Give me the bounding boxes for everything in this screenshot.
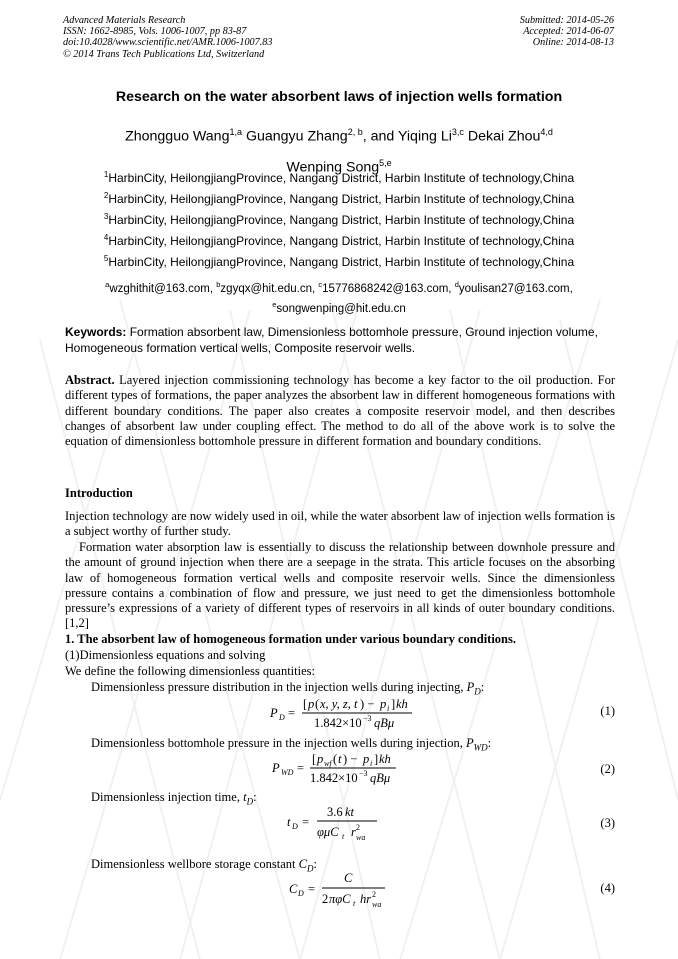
- svg-text:i: i: [387, 704, 390, 713]
- affiliation-sup: 4: [103, 233, 109, 242]
- svg-text:2: 2: [372, 890, 376, 899]
- definition-symbol: t: [243, 790, 247, 804]
- svg-text:p: p: [308, 697, 315, 711]
- svg-text:qBμ: qBμ: [374, 716, 395, 730]
- equation-number: (4): [600, 881, 615, 895]
- equation-2: [272, 749, 412, 787]
- email: wzghithit@163.com,: [109, 282, 217, 295]
- svg-text:=: =: [308, 882, 316, 896]
- svg-text:2: 2: [356, 823, 360, 832]
- abstract-label: Abstract.: [65, 373, 115, 387]
- author-name: Dekai Zhou: [467, 128, 541, 145]
- svg-text:i: i: [370, 759, 373, 768]
- definition-subscript: WD: [473, 742, 488, 753]
- svg-text:hr: hr: [360, 892, 372, 906]
- definition-line: [91, 857, 317, 874]
- svg-text:wf: wf: [324, 759, 332, 768]
- svg-text:1.842×10: 1.842×10: [310, 771, 358, 785]
- svg-text:=: =: [302, 815, 310, 829]
- equation-1: [270, 694, 420, 732]
- svg-text:) −: ) −: [343, 752, 358, 766]
- author-list: Zhongguo Wang$^{1,a}$ Guangyu Zhang$^{2, b}$, and Yiqing Li$^{3,c}$ Dekai Zhou$^{4,d}$ Wenping Song$^{5,e}$: [125, 127, 553, 176]
- affiliation-text: HarbinCity, HeilongjiangProvince, Nangang District, Harbin Institute of technology,China: [108, 255, 575, 269]
- affiliation: [0, 254, 678, 269]
- svg-text:kt: kt: [345, 805, 355, 819]
- journal-info: [63, 15, 272, 60]
- author-name: Wenping Song: [286, 159, 380, 176]
- affiliation-text: HarbinCity, HeilongjiangProvince, Nangang District, Harbin Institute of technology,China: [108, 192, 575, 206]
- affiliation-sup: 1: [103, 170, 109, 179]
- svg-text:p: p: [363, 752, 370, 766]
- affiliation: [0, 233, 678, 248]
- definition-symbol: C: [298, 857, 307, 871]
- author-name: Zhongguo Wang: [125, 128, 230, 145]
- copyright-line: © 2014 Trans Tech Publications Ltd, Switzerland: [63, 48, 265, 60]
- svg-text:]: ]: [374, 752, 379, 766]
- equation-number: (3): [600, 816, 615, 830]
- svg-text:wa: wa: [372, 900, 382, 909]
- subsection-heading: (1)Dimensionless equations and solving: [65, 648, 266, 662]
- journal-name: Advanced Materials Research: [63, 15, 186, 26]
- svg-text:[: [: [312, 752, 317, 766]
- email: songwenping@hit.edu.cn: [276, 303, 406, 316]
- abstract: [65, 373, 615, 449]
- affiliation: [0, 170, 678, 185]
- svg-text:(: (: [333, 752, 338, 766]
- equation-number: (1): [600, 704, 615, 718]
- dates-info: [520, 15, 614, 49]
- email-sup: b: [216, 280, 221, 289]
- affiliation: [0, 191, 678, 206]
- definition-text: Dimensionless wellbore storage constant: [91, 857, 299, 871]
- svg-text:x, y, z, t: x, y, z, t: [320, 697, 358, 711]
- equation-number: (2): [600, 762, 615, 776]
- affiliation-sup: 2: [103, 191, 109, 200]
- author-name: Guangyu Zhang: [245, 128, 348, 145]
- svg-text:t: t: [338, 752, 342, 766]
- author-sup: 2, b: [347, 127, 363, 137]
- definition-colon: :: [313, 857, 317, 871]
- svg-text:p: p: [380, 697, 387, 711]
- equation-4: [289, 869, 399, 911]
- definition-colon: :: [253, 790, 257, 804]
- email-sup: d: [454, 280, 459, 289]
- accepted-date: Accepted: 2014-06-07: [523, 26, 614, 38]
- svg-text:kh: kh: [396, 697, 408, 711]
- svg-text:r: r: [351, 825, 356, 839]
- author-name: and Yiqing Li: [370, 128, 452, 145]
- definition-text: Dimensionless pressure distribution in the injection wells during injecting,: [91, 680, 467, 694]
- definition-symbol: P: [465, 736, 474, 750]
- svg-text:=: =: [288, 706, 296, 720]
- definition-subscript: D: [306, 863, 314, 874]
- definition-subscript: D: [246, 796, 254, 807]
- equation-3: [287, 802, 387, 844]
- svg-text:[: [: [303, 697, 308, 711]
- svg-text:t: t: [353, 899, 356, 908]
- definition-line: [91, 790, 257, 807]
- author-sup: 3,c: [451, 127, 464, 137]
- author-sup: 5,e: [379, 157, 392, 168]
- svg-text:C: C: [344, 871, 353, 885]
- svg-text:t: t: [287, 815, 291, 829]
- svg-text:(: (: [315, 697, 320, 711]
- svg-text:p: p: [317, 752, 324, 766]
- svg-text:]: ]: [391, 697, 396, 711]
- definitions-intro: We define the following dimensionless quantities:: [65, 664, 315, 678]
- definition-colon: :: [480, 680, 485, 694]
- intro-paragraph-1: Injection technology are now widely used in oil, while the water absorbent law of injection wells formation is a subject worthy of further study.: [65, 509, 615, 539]
- svg-text:1.842×10: 1.842×10: [314, 716, 362, 730]
- keywords-label: Keywords:: [65, 325, 127, 339]
- svg-text:qBμ: qBμ: [370, 771, 391, 785]
- email: zgyqx@hit.edu.cn,: [220, 282, 319, 295]
- doi-line: doi:10.4028/www.scientific.net/AMR.1006-1007.83: [63, 37, 273, 49]
- affiliation-text: HarbinCity, HeilongjiangProvince, Nangang District, Harbin Institute of technology,China: [108, 213, 575, 227]
- svg-text:D: D: [298, 889, 304, 898]
- definition-subscript: D: [474, 686, 481, 697]
- svg-text:3.6: 3.6: [327, 805, 343, 819]
- svg-text:D: D: [279, 713, 285, 722]
- author-sup: 1,a: [229, 127, 242, 137]
- email: youlisan27@163.com,: [458, 282, 573, 295]
- definition-colon: :: [487, 736, 492, 750]
- affiliation-text: HarbinCity, HeilongjiangProvince, Nangang District, Harbin Institute of technology,China: [108, 234, 575, 248]
- abstract-text: Layered injection commissioning technology has become a key factor to the oil production. For different types of formations, the paper analyzes the absorbent law in different homogeneous formations with different boundary conditions. The paper also creates a composite reservoir model, and then describes changes of absorbent law under coupling effect. The method to do all of the above work is to solve the equation of dimensionless bottomhole pressure in different formation and boundary conditions.: [65, 373, 615, 449]
- issn-line: ISSN: 1662-8985, Vols. 1006-1007, pp 83-87: [63, 26, 247, 38]
- svg-text:kh: kh: [379, 752, 391, 766]
- keywords: [65, 325, 615, 356]
- definition-text: Dimensionless injection time,: [91, 790, 244, 804]
- email-sup: e: [272, 300, 277, 310]
- definition-text: Dimensionless bottomhole pressure in the injection wells during injection,: [91, 736, 466, 750]
- svg-text:t: t: [342, 832, 345, 841]
- svg-text:WD: WD: [281, 768, 294, 777]
- submitted-date: Submitted: 2014-05-26: [519, 15, 614, 26]
- online-date: Online: 2014-08-13: [532, 37, 614, 49]
- svg-text:2: 2: [322, 892, 329, 906]
- email-sup: a: [105, 280, 110, 289]
- affiliation-text: HarbinCity, HeilongjiangProvince, Nangang District, Harbin Institute of technology,China: [108, 171, 575, 185]
- svg-text:P: P: [272, 761, 280, 775]
- section-heading: Introduction: [65, 486, 133, 500]
- keywords-text: Formation absorbent law, Dimensionless bottomhole pressure, Ground injection volume, Homogeneous formation vertical wells, Composite reservoir wells.: [65, 325, 598, 355]
- definition-symbol: P: [466, 680, 475, 694]
- email-sup: c: [318, 280, 323, 289]
- svg-text:wa: wa: [356, 833, 366, 842]
- svg-text:πφC: πφC: [329, 892, 351, 906]
- email: 15776868242@163.com,: [322, 282, 455, 295]
- svg-text:C: C: [289, 882, 298, 896]
- section-1-heading: 1. The absorbent law of homogeneous formation under various boundary conditions.: [65, 632, 516, 646]
- svg-text:=: =: [297, 761, 305, 775]
- svg-text:−3: −3: [363, 714, 372, 723]
- affiliation-sup: 5: [103, 254, 109, 263]
- paper-title: Research on the water absorbent laws of injection wells formation: [115, 89, 563, 105]
- svg-text:) −: ) −: [360, 697, 375, 711]
- affiliation: [0, 212, 678, 227]
- svg-text:P: P: [270, 706, 278, 720]
- svg-text:−3: −3: [359, 769, 368, 778]
- svg-text:φμC: φμC: [317, 825, 339, 839]
- author-sup: 4,d: [540, 127, 553, 137]
- svg-text:D: D: [292, 822, 298, 831]
- intro-paragraph-2: Formation water absorption law is essentially to discuss the relationship between downhole pressure and the amount of ground injection when there are a seepage in the strata. This article focuses on the absorbing law of homogeneous formation vertical wells and composite reservoir wells. Since the dimensionless pressure contains a combination of flow and pressure, we just need to get the dimensionless bottomhole pressure’s expressions of a variety of different types of reservoirs in all kinds of outer boundary conditions.[1,2]: [65, 540, 615, 631]
- author-emails: [65, 277, 613, 318]
- affiliation-sup: 3: [103, 212, 109, 221]
